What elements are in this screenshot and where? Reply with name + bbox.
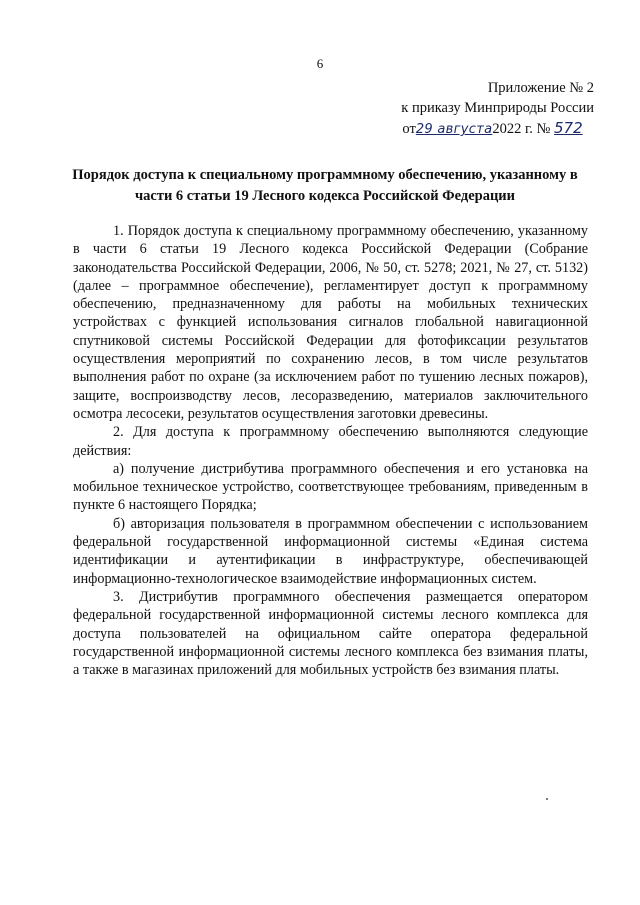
paragraph-2b: б) авторизация пользователя в программном обеспечении с использованием федеральной государственной информационной системы «Единая система идентификации и аутентификации в инфраструктуре, обеспечивающей информационно-технологическое взаимодействие информационных систем.: [73, 515, 588, 587]
paragraph-2: 2. Для доступа к программному обеспечению выполняются следующие действия:: [73, 424, 588, 459]
scan-speck: [546, 798, 548, 800]
document-title: Порядок доступа к специальному программному обеспечению, указанному в части 6 статьи 19 Лесного кодекса Российской Федерации: [72, 167, 578, 204]
paragraph-1: 1. Порядок доступа к специальному программному обеспечению, указанному в части 6 статьи 19 Лесного кодекса Российской Федерации (Собрание законодательства Российской Федерации, 2006, № 50, ст. 5278; 2021, № 27, ст. 5132) (далее – программное обеспечение), регламентирует доступ к программному обеспечению, предназначенному для работы на мобильных технических устройствах с функцией использования сигналов глобальной навигационной спутниковой системы Российской Федерации для фотофиксации результатов осуществления мероприятий по сохранению лесов, в том числе результатов выполнения работ по охране (за исключением работ по тушению лесных пожаров), защите, воспроизводству лесов, лесоразведению, материалов заключительного осмотра лесосеки, результатов осуществления заготовки древесины.: [73, 223, 588, 422]
date-year: 2022 г. №: [492, 121, 551, 137]
date-prefix: от: [402, 121, 416, 137]
handwritten-order-number: 572: [554, 119, 583, 137]
handwritten-date: 29 августа: [415, 122, 493, 137]
appendix-block: [401, 78, 594, 140]
document-body: [73, 222, 588, 679]
page-number: 6: [316, 56, 324, 71]
appendix-title: Приложение № 2: [487, 80, 594, 96]
paragraph-2a: а) получение дистрибутива программного обеспечения и его установка на мобильное техническое устройство, соответствующее требованиям, приведенным в пункте 6 настоящего Порядка;: [73, 460, 588, 514]
paragraph-3: 3. Дистрибутив программного обеспечения размещается оператором федеральной государственной информационной системы лесного комплекса для доступа пользователей на официальном сайте оператора федеральной государственной информационной системы лесного комплекса без взимания платы, а также в магазинах приложений для мобильных устройств без взимания платы.: [73, 588, 588, 679]
appendix-order-line: к приказу Минприроды России: [401, 100, 594, 116]
appendix-date-line: [401, 118, 594, 140]
